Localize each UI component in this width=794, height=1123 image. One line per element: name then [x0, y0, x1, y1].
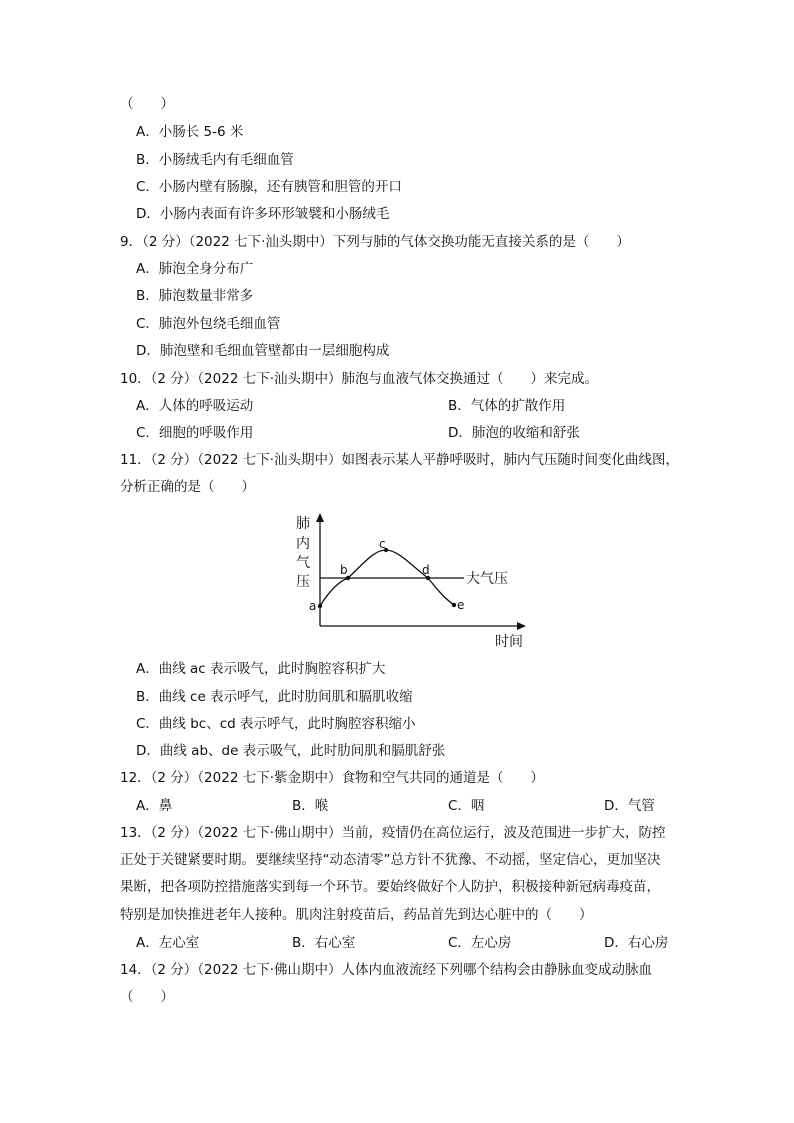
q9-option-d[interactable]: D．肺泡壁和毛细血管壁都由一层细胞构成: [136, 343, 390, 359]
q12-option-b[interactable]: B．喉: [292, 798, 329, 814]
q12-stem: 12．（2 分）（2022 七下·紫金期中）食物和空气共同的通道是（ ）: [120, 770, 544, 786]
q13-stem-line-2: 正处于关键紧要时期。要继续坚持“动态清零”总方针不犹豫、不动摇，坚定信心，更加坚决: [120, 852, 661, 868]
q11-stem-line-1: 11．（2 分）（2022 七下·汕头期中）如图表示某人平静呼吸时，肺内气压随时间变化曲线图，: [120, 452, 679, 468]
q12-option-c[interactable]: C．咽: [448, 798, 485, 814]
q13-stem-line-1: 13．（2 分）（2022 七下·佛山期中）当前，疫情仍在高位运行，波及范围进一步扩大，防控: [120, 825, 666, 841]
q9-option-a[interactable]: A．肺泡全身分布广: [136, 261, 254, 277]
atmospheric-pressure-label: 大气压: [466, 571, 508, 587]
q9-stem: 9．（2 分）（2022 七下·汕头期中）下列与肺的气体交换功能无直接关系的是（ ）: [120, 234, 630, 250]
point-e: [452, 603, 456, 607]
q10-option-a[interactable]: A．人体的呼吸运动: [136, 398, 254, 414]
q11-option-d[interactable]: D．曲线 ab、de 表示吸气，此时肋间肌和膈肌舒张: [136, 743, 446, 759]
point-label-c: c: [379, 537, 386, 551]
point-label-d: d: [422, 563, 430, 577]
x-axis-arrow: [517, 622, 526, 630]
q9-option-b[interactable]: B．肺泡数量非常多: [136, 288, 254, 304]
ylabel-char-2: 内: [296, 536, 310, 552]
q12-option-a[interactable]: A．鼻: [136, 798, 173, 814]
q11-option-b[interactable]: B．曲线 ce 表示呼气，此时肋间肌和膈肌收缩: [136, 689, 413, 705]
q10-stem: 10．（2 分）（2022 七下·汕头期中）肺泡与血液气体交换通过（ ）来完成。: [120, 371, 598, 387]
q10-option-c[interactable]: C．细胞的呼吸作用: [136, 425, 254, 441]
q12-option-d[interactable]: D．气管: [604, 798, 655, 814]
ylabel-char-4: 压: [296, 574, 310, 590]
q9-option-c[interactable]: C．肺泡外包绕毛细血管: [136, 316, 281, 332]
q13-option-a[interactable]: A．左心室: [136, 935, 200, 951]
ylabel-char-1: 肺: [296, 516, 310, 532]
q10-option-d[interactable]: D．肺泡的收缩和舒张: [448, 425, 580, 441]
q14-answer-bracket: （ ）: [120, 989, 174, 1005]
q14-stem-line-1: 14．（2 分）（2022 七下·佛山期中）人体内血液流经下列哪个结构会由静脉血变成动脉血: [120, 962, 652, 978]
q13-option-c[interactable]: C．左心房: [448, 935, 512, 951]
lung-pressure-diagram: [290, 508, 530, 653]
q11-option-c[interactable]: C．曲线 bc、cd 表示呼气，此时胸腔容积缩小: [136, 716, 416, 732]
q13-option-d[interactable]: D．右心房: [604, 935, 669, 951]
q8-option-b[interactable]: B．小肠绒毛内有毛细血管: [136, 152, 294, 168]
q10-option-b[interactable]: B．气体的扩散作用: [448, 398, 566, 414]
q11-option-a[interactable]: A．曲线 ac 表示吸气，此时胸腔容积扩大: [136, 661, 386, 677]
xlabel: 时间: [495, 634, 523, 650]
point-label-a: a: [309, 599, 317, 613]
q8-option-c[interactable]: C．小肠内壁有肠腺，还有胰管和胆管的开口: [136, 179, 402, 195]
q11-stem-line-2: 分析正确的是（ ）: [120, 479, 255, 495]
point-label-b: b: [340, 563, 348, 577]
q13-stem-line-4: 特别是加快推进老年人接种。肌肉注射疫苗后，药品首先到达心脏中的（ ）: [120, 907, 593, 923]
q13-option-b[interactable]: B．右心室: [292, 935, 356, 951]
q13-stem-line-3: 果断，把各项防控措施落实到每一个环节。要始终做好个人防护，积极接种新冠病毒疫苗，: [120, 879, 660, 895]
q8-option-d[interactable]: D．小肠内表面有许多环形皱襞和小肠绒毛: [136, 206, 390, 222]
point-label-e: e: [457, 598, 465, 612]
point-a: [318, 604, 322, 608]
ylabel-char-3: 气: [296, 555, 310, 571]
y-axis-arrow: [316, 513, 324, 522]
q8-option-a[interactable]: A．小肠长 5-6 米: [136, 124, 244, 140]
q8-answer-bracket: （ ）: [120, 96, 174, 112]
